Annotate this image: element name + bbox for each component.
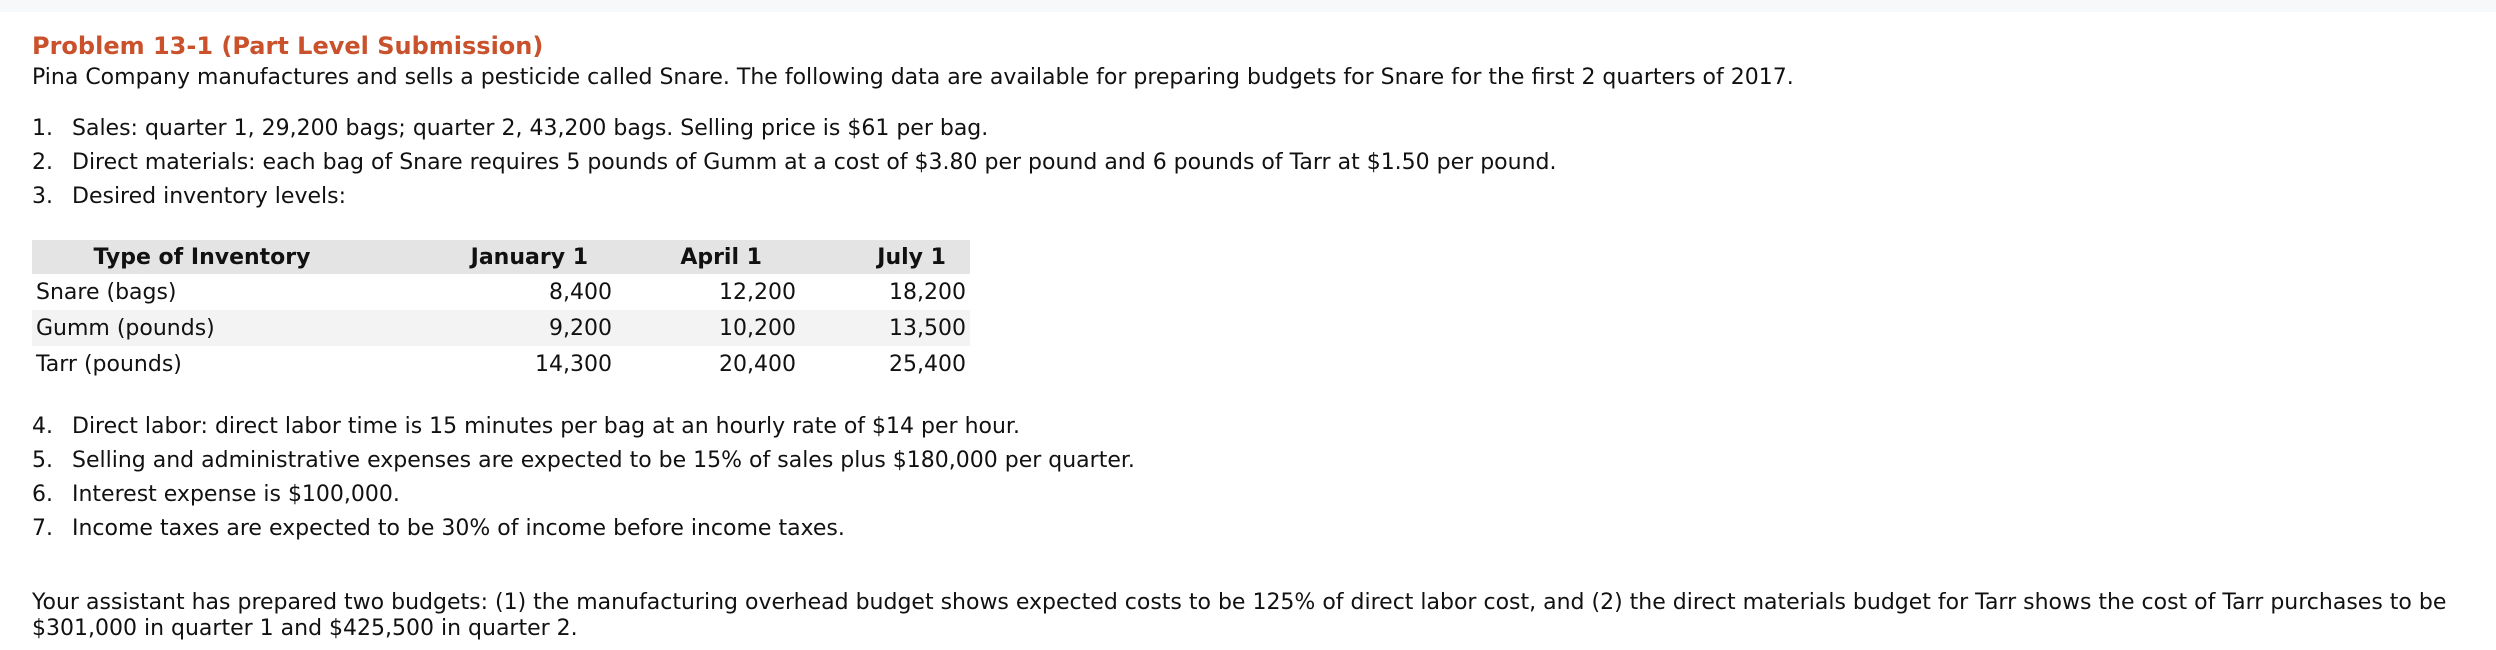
- table-cell: 10,200: [616, 310, 800, 346]
- list-item-text: Sales: quarter 1, 29,200 bags; quarter 2, 43,200 bags. Selling price is $61 per bag.: [72, 116, 989, 141]
- table-cell: Snare (bags): [36, 279, 177, 305]
- table-row: [32, 346, 970, 382]
- table-cell: Gumm (pounds): [32, 310, 372, 346]
- table-cell: 18,200: [889, 279, 966, 305]
- header-april-1: April 1: [616, 240, 800, 274]
- list-item-text: Direct materials: each bag of Snare requires 5 pounds of Gumm at a cost of $3.80 per pound and 6 pounds of Tarr at $1.50 per pound.: [72, 150, 1557, 175]
- table-cell: 9,200: [372, 310, 616, 346]
- list-item: [32, 478, 2472, 512]
- header-july-1: July 1: [800, 240, 970, 274]
- data-list-2: [32, 410, 2472, 546]
- list-item: [32, 180, 2472, 214]
- table-cell: 25,400: [889, 351, 966, 377]
- problem-intro: Pina Company manufactures and sells a pesticide called Snare. The following data are available for preparing budgets for Snare for the first 2 quarters of 2017.: [32, 65, 1794, 90]
- list-item-number: 5.: [32, 448, 53, 473]
- list-item-text: Desired inventory levels:: [72, 184, 346, 209]
- problem-title: Problem 13-1 (Part Level Submission): [32, 32, 544, 60]
- list-item-number: 7.: [32, 516, 53, 541]
- table-row: [32, 310, 970, 346]
- list-item-text: Interest expense is $100,000.: [72, 482, 400, 507]
- top-strip: [0, 0, 2496, 12]
- closing-paragraph: Your assistant has prepared two budgets: (1) the manufacturing overhead budget shows expected costs to be 125% of direct labor cost, and (2) the direct materials budget for Tarr shows the cost of Tarr purchases to be $301,000 in quarter 1 and $425,500 in quarter 2.: [32, 590, 2447, 641]
- list-item-number: 4.: [32, 414, 53, 439]
- header-type-of-inventory: Type of Inventory: [32, 240, 372, 274]
- list-item-text: Direct labor: direct labor time is 15 minutes per bag at an hourly rate of $14 per hour.: [72, 414, 1020, 439]
- table-cell: 20,400: [719, 351, 796, 377]
- table-cell: 12,200: [719, 279, 796, 305]
- list-item-number: 2.: [32, 150, 53, 175]
- table-cell: Tarr (pounds): [36, 351, 182, 377]
- list-item: [32, 112, 2472, 146]
- inventory-table: [32, 240, 970, 382]
- table-row: [32, 274, 970, 310]
- list-item-text: Income taxes are expected to be 30% of income before income taxes.: [72, 516, 845, 541]
- list-item-number: 6.: [32, 482, 53, 507]
- data-list-1: [32, 112, 2472, 214]
- list-item: [32, 410, 2472, 444]
- list-item: [32, 444, 2472, 478]
- table-header-row: [32, 240, 970, 274]
- list-item: [32, 146, 2472, 180]
- list-item: [32, 512, 2472, 546]
- list-item-text: Selling and administrative expenses are expected to be 15% of sales plus $180,000 per quarter.: [72, 448, 1135, 473]
- table-cell: 8,400: [549, 279, 612, 305]
- header-january-1: January 1: [372, 240, 616, 274]
- table-cell: 13,500: [800, 310, 970, 346]
- table-cell: 14,300: [535, 351, 612, 377]
- list-item-number: 3.: [32, 184, 53, 209]
- problem-content: [32, 30, 2472, 642]
- list-item-number: 1.: [32, 116, 53, 141]
